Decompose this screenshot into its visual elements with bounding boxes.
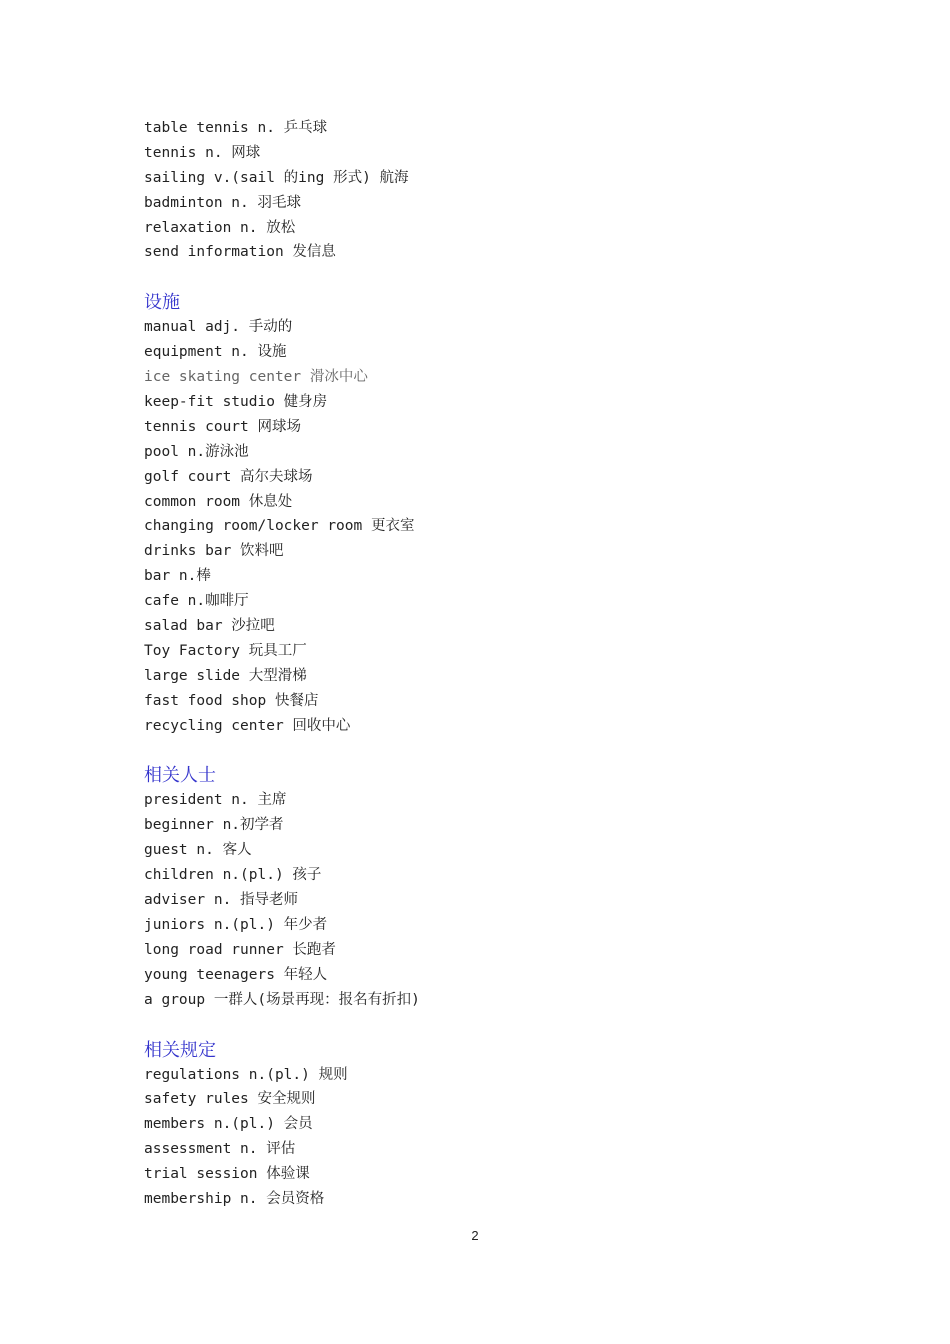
list-item: large slide 大型滑梯 [144,667,307,684]
list-item: relaxation n. 放松 [144,219,296,236]
list-item: pool n.游泳池 [144,443,249,460]
section-spacer [144,265,844,290]
section-rules [144,1038,844,1212]
list-item: cafe n.咖啡厅 [144,593,249,610]
section-people [144,763,844,1012]
page-number: 2 [471,1228,479,1243]
list-item: sailing v.(sail 的ing 形式) 航海 [144,169,409,186]
section-heading: 相关规定 [144,1039,216,1061]
list-item: adviser n. 指导老师 [144,892,299,909]
list-item: equipment n. 设施 [144,344,287,361]
list-item: Toy Factory 玩具工厂 [144,642,307,659]
list-item: drinks bar 饮料吧 [144,543,284,560]
list-item: send information 发信息 [144,244,336,261]
list-item: long road runner 长跑者 [144,941,336,958]
list-item: president n. 主席 [144,792,287,809]
list-item: golf court 高尔夫球场 [144,468,313,485]
list-item: recycling center 回收中心 [144,717,351,734]
list-item: changing room/locker room 更衣室 [144,518,415,535]
list-item: membership n. 会员资格 [144,1190,325,1207]
list-item: safety rules 安全规则 [144,1091,316,1108]
list-item: trial session 体验课 [144,1166,310,1183]
list-item: tennis n. 网球 [144,144,261,161]
list-item: fast food shop 快餐店 [144,692,319,709]
section-spacer [144,1013,844,1038]
list-item: bar n.棒 [144,568,211,585]
list-item: members n.(pl.) 会员 [144,1116,313,1133]
list-item: beginner n.初学者 [144,817,284,834]
list-item: badminton n. 羽毛球 [144,194,301,211]
list-item: salad bar 沙拉吧 [144,618,275,635]
section-heading: 相关人士 [144,765,216,787]
intro-list [144,116,844,265]
section-heading: 设施 [144,292,180,314]
list-item: manual adj. 手动的 [144,319,293,336]
list-item: assessment n. 评估 [144,1141,296,1158]
list-item: keep-fit studio 健身房 [144,394,328,411]
list-item: tennis court 网球场 [144,418,301,435]
list-item: young teenagers 年轻人 [144,966,328,983]
list-item: regulations n.(pl.) 规则 [144,1066,348,1083]
list-item: common room 休息处 [144,493,293,510]
list-item: juniors n.(pl.) 年少者 [144,916,328,933]
list-item: table tennis n. 乒乓球 [144,120,328,136]
section-facilities [144,290,844,738]
section-spacer [144,738,844,763]
document-body [144,116,844,1212]
list-item: children n.(pl.) 孩子 [144,867,322,884]
list-item: a group 一群人(场景再现：报名有折扣) [144,991,420,1008]
list-item: guest n. 客人 [144,842,252,859]
list-item: ice skating center 滑冰中心 [144,369,368,386]
